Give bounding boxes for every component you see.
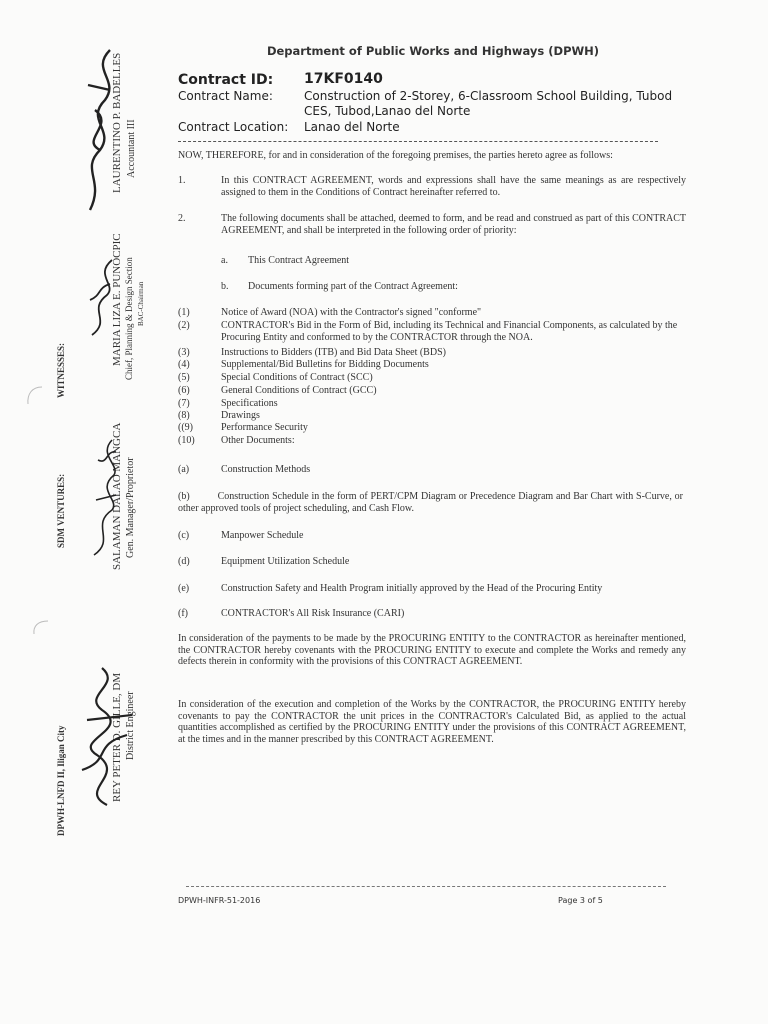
- signature-punocpic: [82, 250, 122, 340]
- footer-page-number: Page 3 of 5: [558, 896, 603, 905]
- document-text: Instructions to Bidders (ITB) and Bid Data Sheet (BDS): [221, 347, 446, 358]
- sub-item-text: Documents forming part of the Contract Agreement:: [248, 281, 458, 292]
- intro-paragraph: NOW, THEREFORE, for and in consideration of the foregoing premises, the parties hereto agree as follows:: [178, 150, 613, 161]
- signatory-2-title: Chief, Planning & Design Section: [124, 257, 134, 380]
- document-number: (7): [178, 398, 190, 409]
- contract-id-value: 17KF0140: [304, 71, 383, 87]
- signatory-3-name: SALAMAN DALAO MANGCA: [111, 422, 123, 570]
- document-text: Special Conditions of Contract (SCC): [221, 372, 373, 383]
- clause-1: [178, 175, 686, 201]
- document-text: CONTRACTOR's Bid in the Form of Bid, including its Technical and Financial Components, as calculated by the Procuring Entity and conformed to by the CONTRACTOR through the NOA.: [221, 320, 678, 343]
- sub-item-number: a.: [221, 255, 228, 266]
- document-number: (8): [178, 410, 190, 421]
- clause-number: 1.: [178, 175, 186, 186]
- scan-artifact-mark: [22, 382, 46, 412]
- signature-badelles: [70, 30, 130, 220]
- contract-id-label: Contract ID:: [178, 72, 274, 88]
- signatory-4-title: District Engineer: [125, 691, 136, 760]
- other-doc-item: [178, 491, 686, 517]
- document-text: Supplemental/Bid Bulletins for Bidding Documents: [221, 359, 429, 370]
- signatory-4-name: REY PETER D. GILLE, DM: [111, 672, 123, 802]
- footer-divider: [186, 886, 666, 887]
- dpwh-office-label: DPWH-LNFD II, Iligan City: [56, 725, 66, 836]
- other-doc-number: (c): [178, 530, 190, 541]
- document-number: (5): [178, 372, 190, 383]
- other-doc-number: (e): [178, 583, 190, 594]
- document-number: (10): [178, 435, 195, 446]
- document-text: Drawings: [221, 410, 260, 421]
- other-doc-text: Manpower Schedule: [221, 530, 304, 541]
- clause-number: 2.: [178, 213, 186, 224]
- contract-name-label: Contract Name:: [178, 89, 273, 103]
- document-text: General Conditions of Contract (GCC): [221, 385, 377, 396]
- footer-document-code: DPWH-INFR-51-2016: [178, 896, 261, 905]
- contract-name-value: Construction of 2-Storey, 6-Classroom School Building, Tubod CES, Tubod,Lanao del Norte: [304, 89, 673, 118]
- signature-gille: [72, 660, 142, 810]
- other-doc-text: Construction Schedule in the form of PERT/CPM Diagram or Precedence Diagram and Bar Chart with S-Curve, or other approved tools of project scheduling, and Cash Flow.: [178, 491, 683, 514]
- consideration-paragraph-1: In consideration of the payments to be made by the PROCURING ENTITY to the CONTRACTOR as hereinafter mentioned, the CONTRACTOR hereby covenants with the PROCURING ENTITY to execute and complete the Works and remedy any defects therein in conformity with the provisions of this CONTRACT AGREEMENT.: [178, 633, 686, 667]
- signatory-1-name: LAURENTINO P. BADELLES: [111, 52, 123, 193]
- signatory-1-title: Accountant III: [126, 119, 137, 178]
- signatory-2-name: MARIA LIZA E. PUNOCPIC: [111, 233, 123, 366]
- document-number: (3): [178, 347, 190, 358]
- document-number: (6): [178, 385, 190, 396]
- other-doc-number: (a): [178, 464, 190, 475]
- department-header: Department of Public Works and Highways (DPWH): [266, 44, 600, 58]
- signatory-3-title: Gen. Manager/Proprietor: [125, 457, 136, 558]
- document-number: (2): [178, 320, 190, 331]
- signatory-2-subtitle: BAC-Chairman: [137, 281, 145, 326]
- document-text: Other Documents:: [221, 435, 295, 446]
- other-doc-text: Equipment Utilization Schedule: [221, 556, 350, 567]
- consideration-paragraph-2: In consideration of the execution and completion of the Works by the CONTRACTOR, the PROCURING ENTITY hereby covenants to pay the CONTRACTOR the unit prices in the CONTRACTOR's Calculated Bid, as applied to the actual quantities accomplished as certified by the PROCURING ENTITY under the provisions of this CONTRACT AGREEMENT, at the times and in the manner prescribed by this CONTRACT AGREEMENT.: [178, 699, 686, 745]
- other-doc-number: (b): [178, 491, 190, 502]
- document-text: Performance Security: [221, 422, 308, 433]
- document-text: Notice of Award (NOA) with the Contractor's signed "conforme": [221, 307, 482, 318]
- sub-item-text: This Contract Agreement: [248, 255, 350, 266]
- other-doc-text: Construction Methods: [221, 464, 311, 475]
- clause-text: The following documents shall be attached, deemed to form, and be read and construed as part of this CONTRACT AGREEMENT, and shall be interpreted in the following order of priority:: [221, 213, 686, 236]
- document-text: Specifications: [221, 398, 278, 409]
- other-doc-number: (d): [178, 556, 190, 567]
- clause-2: [178, 213, 686, 239]
- scan-artifact-mark: [28, 618, 52, 638]
- document-number: ((9): [178, 422, 193, 433]
- dashed-divider: [178, 141, 658, 142]
- document-number: (4): [178, 359, 190, 370]
- other-doc-text: Construction Safety and Health Program initially approved by the Head of the Procuring Entity: [221, 583, 603, 594]
- clause-text: In this CONTRACT AGREEMENT, words and expressions shall have the same meanings as are respectively assigned to them in the Conditions of Contract hereinafter referred to.: [221, 175, 686, 198]
- signature-mangca: [86, 420, 122, 560]
- witnesses-label: WITNESSES:: [56, 342, 66, 398]
- contract-location-value: Lanao del Norte: [304, 120, 400, 134]
- document-number: (1): [178, 307, 190, 318]
- sub-item-number: b.: [221, 281, 229, 292]
- contract-location-label: Contract Location:: [178, 120, 289, 134]
- sdm-ventures-label: SDM VENTURES:: [56, 473, 66, 548]
- other-doc-text: CONTRACTOR's All Risk Insurance (CARI): [221, 608, 405, 619]
- other-doc-number: (f): [178, 608, 188, 619]
